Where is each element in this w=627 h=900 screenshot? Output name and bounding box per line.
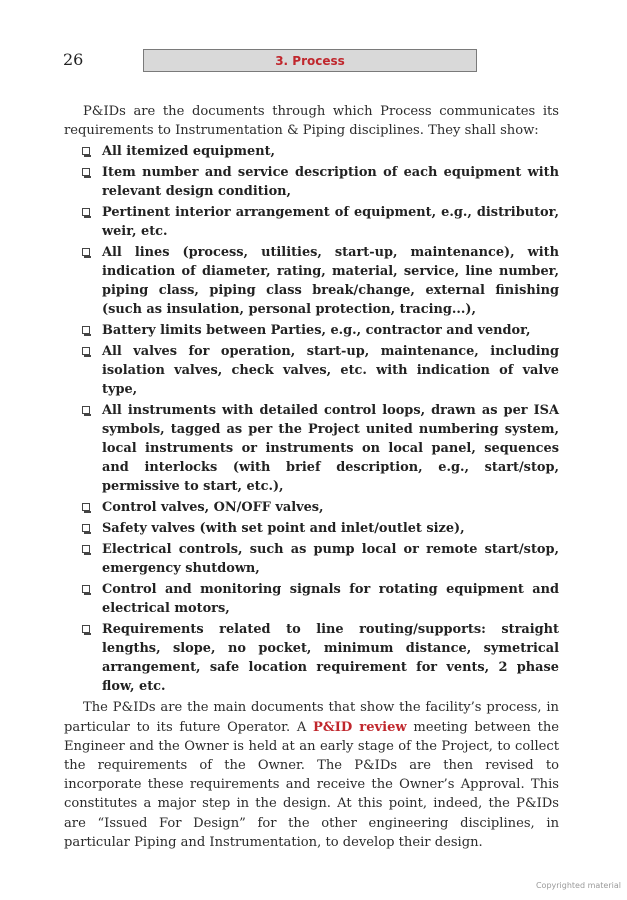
list-item-text: Control valves, ON/OFF valves, [102, 500, 324, 516]
intro-paragraph: P&IDs are the documents through which Process communicates its requirements to Instrumentation & Piping disciplines. They shall show: [64, 104, 559, 139]
checkbox-bullet-icon [82, 503, 90, 511]
list-item-text: All lines (process, utilities, start-up, maintenance), with indication of diameter, rating, material, service, line number, piping class, piping class break/change, external finishing (such as insulation, personal protection, tracing...), [102, 245, 559, 318]
checkbox-bullet-icon [82, 524, 90, 532]
checkbox-bullet-icon [82, 147, 90, 155]
list-item [64, 401, 559, 496]
list-item-text: All instruments with detailed control loops, drawn as per ISA symbols, tagged as per the Project united numbering system, local instruments or instruments on local panel, sequences and interlocks (with brief description, e.g., start/stop, permissive to start, etc.), [102, 403, 559, 495]
list-item-text: Electrical controls, such as pump local or remote start/stop, emergency shutdown, [102, 542, 559, 577]
list-item [64, 342, 559, 399]
list-item [64, 580, 559, 618]
checkbox-bullet-icon [82, 248, 90, 256]
checkbox-bullet-icon [82, 347, 90, 355]
checkbox-bullet-icon [82, 406, 90, 414]
closing-text-start: The P&IDs are the main documents that show the facility’s process, in particular to its future Operator. A [64, 700, 559, 735]
list-item [64, 620, 559, 696]
closing-paragraph [64, 698, 559, 852]
copyright-watermark: Copyrighted material [535, 881, 621, 890]
checkbox-bullet-icon [82, 168, 90, 176]
list-item [64, 519, 559, 538]
list-item-text: Requirements related to line routing/supports: straight lengths, slope, no pocket, minimum distance, symetrical arrangement, safe location requirement for vents, 2 phase flow, etc. [102, 622, 559, 695]
list-item-text: Safety valves (with set point and inlet/outlet size), [102, 521, 465, 537]
page-body [64, 102, 559, 852]
chapter-banner: 3. Process [143, 49, 477, 72]
list-item-text: Pertinent interior arrangement of equipment, e.g., distributor, weir, etc. [102, 205, 559, 240]
list-item [64, 321, 559, 340]
page-number: 26 [63, 50, 84, 69]
checkbox-bullet-icon [82, 208, 90, 216]
checkbox-bullet-icon [82, 585, 90, 593]
checkbox-bullet-icon [82, 625, 90, 633]
list-item [64, 163, 559, 201]
list-item-text: Battery limits between Parties, e.g., contractor and vendor, [102, 323, 531, 339]
list-item [64, 243, 559, 319]
list-item-text: All itemized equipment, [102, 144, 276, 160]
pid-review-term: P&ID review [313, 719, 407, 735]
list-item [64, 498, 559, 517]
list-item-text: All valves for operation, start-up, maintenance, including isolation valves, check valves, etc. with indication of valve type, [102, 344, 559, 398]
requirements-list [64, 142, 559, 696]
list-item [64, 540, 559, 578]
checkbox-bullet-icon [82, 545, 90, 553]
checkbox-bullet-icon [82, 326, 90, 334]
closing-text-end: meeting between the Engineer and the Owner is held at an early stage of the Project, to collect the requirements of the Owner. The P&IDs are then revised to incorporate these requirements and receive the Owner’s Approval. This constitutes a major step in the design. At this point, indeed, the P&IDs are “Issued For Design” for the other engineering disciplines, in particular Piping and Instrumentation, to develop their design. [64, 719, 560, 850]
list-item-text: Item number and service description of each equipment with relevant design condition, [102, 165, 559, 200]
list-item-text: Control and monitoring signals for rotating equipment and electrical motors, [102, 582, 559, 617]
list-item [64, 142, 559, 161]
list-item [64, 203, 559, 241]
